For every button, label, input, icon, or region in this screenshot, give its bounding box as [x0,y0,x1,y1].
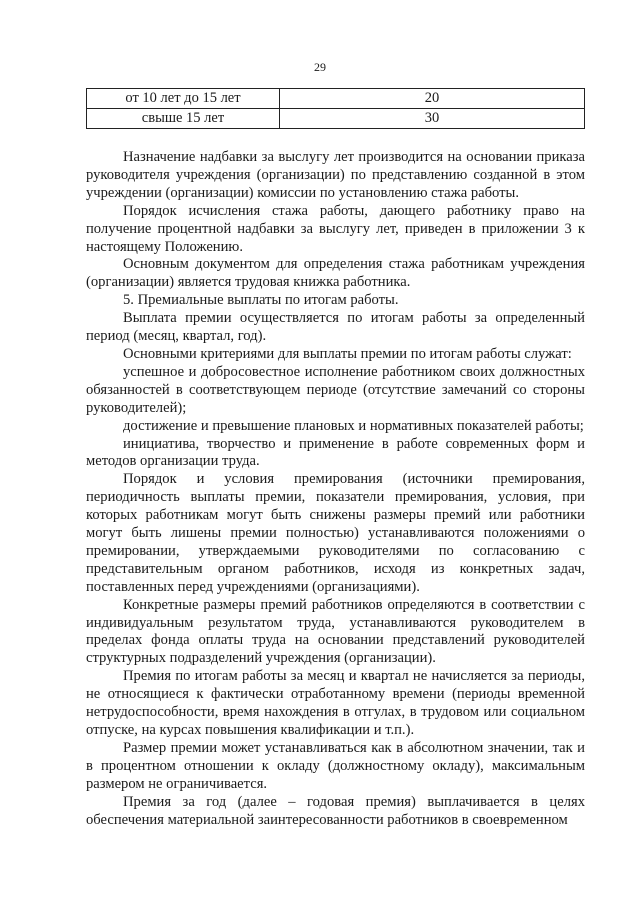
paragraph: Назначение надбавки за выслугу лет производится на основании приказа руководителя учреждения (организации) по представлению созданной в этом учреждении (организации) комиссии по установлению стажа работы. [86,149,585,201]
criteria-item: успешное и добросовестное исполнение работником своих должностных обязанностей в соответствующем периоде (отсутствие замечаний со стороны руководителей); [86,363,585,416]
criteria-item: достижение и превышение плановых и нормативных показателей работы; [123,417,584,434]
table-row [87,89,585,109]
paragraph: Размер премии может устанавливаться как в абсолютном значении, так и в процентном отношении к окладу (должностному окладу), максимальным размером не ограничивается. [86,739,585,792]
table-cell-range: свыше 15 лет [87,109,280,129]
paragraph: Конкретные размеры премий работников определяются в соответствии с индивидуальным результатом труда, устанавливаются руководителем в пределах фонда оплаты труда на основании представлений руководителей структурных подразделений учреждения (организации). [86,596,585,667]
table-cell-percent: 20 [280,89,585,109]
table-row [87,109,585,129]
paragraph: Выплата премии осуществляется по итогам работы за определенный период (месяц, квартал, год). [86,310,585,345]
paragraph: Порядок исчисления стажа работы, дающего работнику право на получение процентной надбавки за выслугу лет, приведен в приложении 3 к настоящему Положению. [86,202,585,255]
table-cell-range: от 10 лет до 15 лет [87,89,280,109]
table-cell-percent: 30 [280,109,585,129]
document-body [86,149,585,829]
paragraph: Порядок и условия премирования (источники премирования, периодичность выплаты премии, показатели премирования, условия, при которых работникам могут быть снижены размеры премий или работники могут быть лишены премии полностью) устанавливаются положениями о премировании, утверждаемыми руководителями по согласованию с представительным органом работников, исходя из конкретных задач, поставленных перед учреждениями (организациями). [86,471,585,595]
criteria-item: инициатива, творчество и применение в работе современных форм и методов организации труда. [86,435,585,470]
page-number: 29 [314,60,326,74]
paragraph: Основным документом для определения стажа работникам учреждения (организации) является трудовая книжка работника. [86,256,585,291]
paragraph: Основными критериями для выплаты премии по итогам работы служат: [123,345,572,362]
seniority-allowance-table [86,88,585,129]
section-heading: 5. Премиальные выплаты по итогам работы. [123,292,399,309]
paragraph: Премия по итогам работы за месяц и квартал не начисляется за периоды, не относящиеся к фактически отработанному времени (периоды временной нетрудоспособности, время нахождения в отгулах, в трудовом или социальном отпуске, на курсах повышения квалификации и т.п.). [86,668,585,738]
paragraph: Премия за год (далее – годовая премия) выплачивается в целях обеспечения материальной заинтересованности работников в своевременном [86,793,585,828]
